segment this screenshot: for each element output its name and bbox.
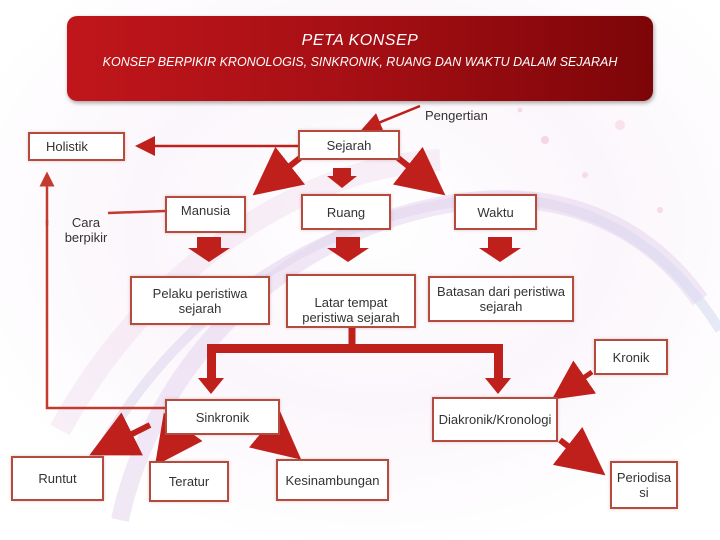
node-runtut: Runtut [11, 456, 104, 501]
node-waktu: Waktu [454, 194, 537, 230]
node-kesinambungan: Kesinambungan [276, 459, 389, 501]
node-batasan: Batasan dari peristiwa sejarah [428, 276, 574, 322]
arrow-sinkronik-teratur [162, 434, 178, 456]
arrow-kronik-diakronik [560, 372, 592, 394]
arrow-pengertian-sejarah [366, 106, 420, 128]
node-holistik: Holistik [28, 132, 125, 161]
node-pelaku: Pelaku peristiwa sejarah [130, 276, 270, 325]
diagram-subtitle: KONSEP BERPIKIR KRONOLOGIS, SINKRONIK, RUANG DAN WAKTU DALAM SEJARAH [102, 55, 618, 69]
node-diakronik: Diakronik/Kronologi [432, 397, 558, 442]
node-sinkronik: Sinkronik [165, 399, 280, 435]
line-loop-holistik-sinkronik [47, 174, 100, 408]
arrow-sejarah-manusia [262, 158, 300, 188]
node-manusia: Manusia [165, 196, 246, 233]
node-kronik: Kronik [594, 339, 668, 375]
header-banner [67, 16, 653, 101]
label-cara-berpikir: Cara berpikir [64, 215, 108, 245]
node-latar: Latar tempat peristiwa sejarah [286, 274, 416, 328]
diagram-title: PETA KONSEP [301, 32, 419, 49]
arrow-diakronik-periodisasi [560, 440, 596, 468]
arrow-sinkronik-runtut [100, 425, 150, 450]
arrow-manusia-pelaku [188, 237, 230, 262]
arrow-waktu-batasan [479, 237, 521, 262]
arrow-sejarah-ruang [327, 168, 357, 188]
arrow-ruang-latar [327, 237, 369, 262]
line-caraberpikir-manusia [108, 211, 165, 213]
bracket-bar [207, 344, 503, 353]
node-ruang: Ruang [301, 194, 391, 230]
label-pengertian: Pengertian [425, 108, 488, 123]
node-periodisasi: Periodisasi [610, 461, 678, 509]
node-sejarah: Sejarah [298, 130, 400, 160]
arrow-sejarah-waktu [398, 158, 436, 188]
node-teratur: Teratur [149, 461, 229, 502]
